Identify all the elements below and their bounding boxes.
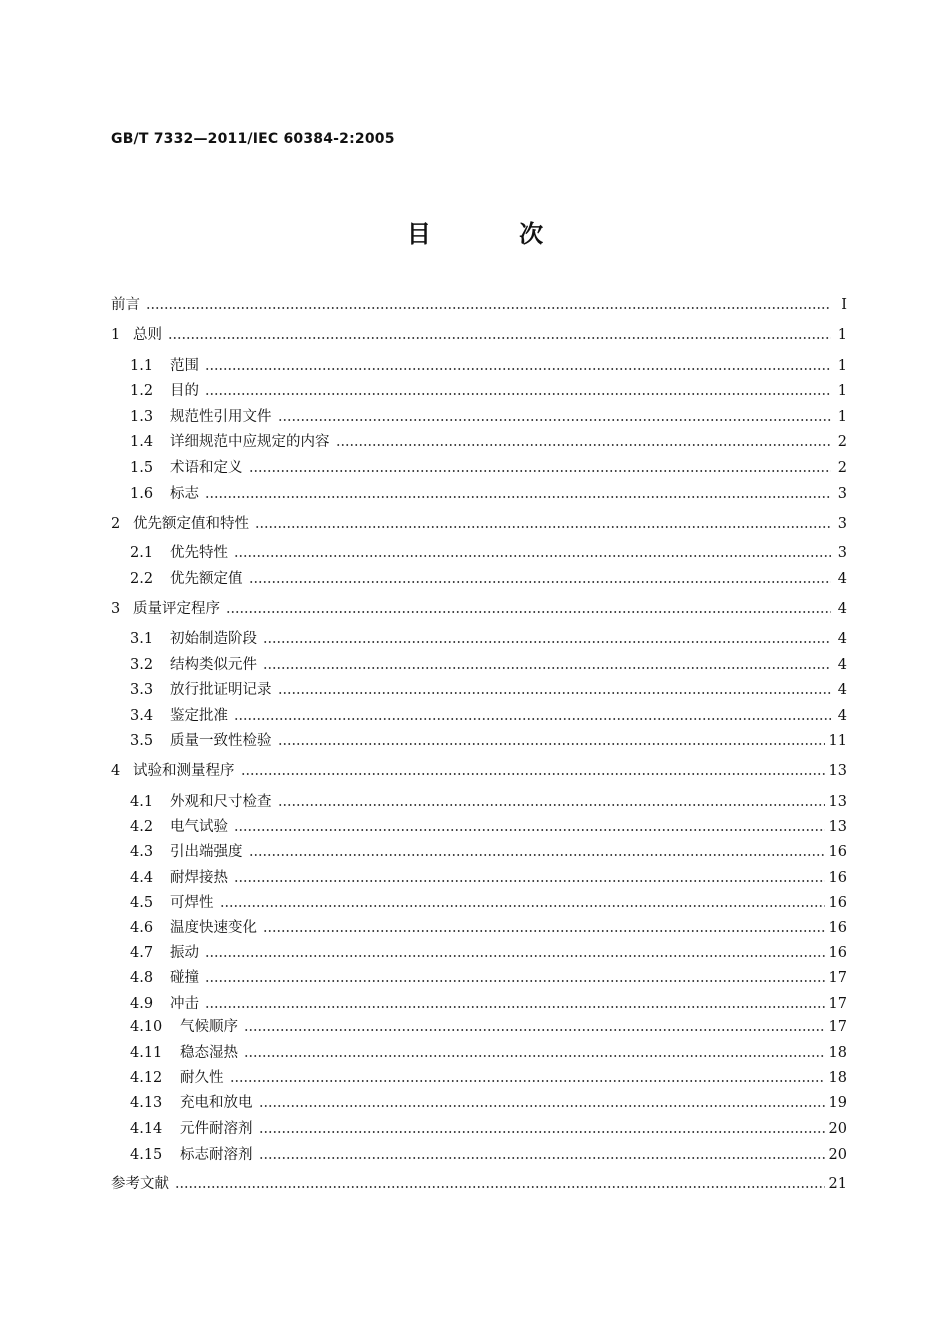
- toc-entry-label: 碰撞: [170, 970, 199, 986]
- toc-entry-number: 1.5: [130, 460, 154, 476]
- dot-leader: [249, 469, 832, 473]
- toc-entry-number: 2.2: [130, 571, 154, 587]
- toc-entry-label: 试验和测量程序: [133, 763, 235, 779]
- dot-leader: [230, 1079, 825, 1083]
- toc-entry-page-number: 4: [837, 571, 847, 587]
- toc-entry[interactable]: [111, 380, 847, 402]
- toc-entry-number: 4.9: [130, 996, 154, 1012]
- toc-entry-page-number: 4: [837, 708, 847, 724]
- dot-leader: [205, 954, 825, 958]
- dot-leader: [234, 828, 825, 832]
- toc-entry[interactable]: [111, 542, 847, 564]
- toc-entry-number: 1.3: [130, 409, 154, 425]
- toc-entry-number: 4.2: [130, 819, 154, 835]
- toc-entry-number: 1.2: [130, 383, 154, 399]
- toc-entry-page-number: 20: [828, 1121, 847, 1137]
- dot-leader: [234, 554, 831, 558]
- toc-entry-page-number: 19: [828, 1095, 847, 1111]
- toc-entry-page-number: 3: [837, 486, 847, 502]
- toc-entry[interactable]: [111, 1067, 847, 1089]
- toc-entry[interactable]: [111, 483, 847, 505]
- toc-entry-label: 标志: [170, 486, 199, 502]
- dot-leader: [263, 666, 831, 670]
- toc-entry-number: 3.1: [130, 631, 154, 647]
- toc-entry-page-number: 18: [828, 1070, 847, 1086]
- toc-entry[interactable]: [111, 791, 847, 813]
- toc-entry-label: 引出端强度: [170, 844, 243, 860]
- dot-leader: [205, 367, 831, 371]
- toc-entry[interactable]: [111, 1118, 847, 1140]
- toc-entry-number: 3.5: [130, 733, 154, 749]
- toc-entry-label: 初始制造阶段: [170, 631, 257, 647]
- toc-entry-page-number: 1: [837, 327, 847, 343]
- toc-entry-label: 放行批证明记录: [170, 682, 272, 698]
- toc-entry-page-number: 16: [828, 945, 847, 961]
- toc-entry-label: 稳态湿热: [180, 1045, 238, 1061]
- toc-entry-number: 4.3: [130, 844, 154, 860]
- toc-entry[interactable]: [111, 841, 847, 863]
- toc-entry-number: 1.1: [130, 358, 154, 374]
- dot-leader: [249, 853, 825, 857]
- toc-entry-label: 温度快速变化: [170, 920, 257, 936]
- dot-leader: [278, 691, 832, 695]
- toc-entry[interactable]: [111, 513, 847, 535]
- toc-entry-page-number: 4: [837, 657, 847, 673]
- dot-leader: [175, 1185, 825, 1189]
- toc-entry-number: 4.11: [130, 1045, 163, 1061]
- toc-entry-number: 4.13: [130, 1095, 163, 1111]
- toc-entry[interactable]: [111, 1144, 847, 1166]
- dot-leader: [234, 879, 825, 883]
- toc-entry-page-number: 16: [828, 870, 847, 886]
- toc-entry-label: 耐焊接热: [170, 870, 228, 886]
- toc-entry-page-number: 16: [828, 920, 847, 936]
- toc-entry-number: 2: [111, 516, 121, 532]
- toc-entry[interactable]: [111, 892, 847, 914]
- toc-entry[interactable]: [111, 1173, 847, 1195]
- dot-leader: [205, 979, 825, 983]
- toc-entry-page-number: 2: [837, 434, 847, 450]
- toc-entry-label: 优先特性: [170, 545, 228, 561]
- toc-entry-number: 4.4: [130, 870, 154, 886]
- toc-entry-label: 元件耐溶剂: [180, 1121, 253, 1137]
- dot-leader: [263, 640, 831, 644]
- toc-entry-page-number: 13: [828, 763, 847, 779]
- toc-entry-label: 可焊性: [170, 895, 214, 911]
- toc-entry[interactable]: [111, 917, 847, 939]
- toc-entry[interactable]: [111, 324, 847, 346]
- toc-entry-label: 详细规范中应规定的内容: [170, 434, 330, 450]
- toc-entry[interactable]: [111, 406, 847, 428]
- toc-entry[interactable]: [111, 867, 847, 889]
- dot-leader: [244, 1054, 825, 1058]
- toc-entry-page-number: 18: [828, 1045, 847, 1061]
- toc-entry-number: 4.8: [130, 970, 154, 986]
- dot-leader: [244, 1028, 825, 1032]
- toc-entry-label: 规范性引用文件: [170, 409, 272, 425]
- page-title: 目 次: [406, 220, 584, 248]
- toc-entry-page-number: Ⅰ: [841, 297, 847, 313]
- toc-entry-label: 术语和定义: [170, 460, 243, 476]
- toc-entry-number: 4.15: [130, 1147, 163, 1163]
- toc-entry[interactable]: [111, 942, 847, 964]
- toc-entry[interactable]: [111, 568, 847, 590]
- toc-entry-page-number: 1: [837, 358, 847, 374]
- toc-entry-page-number: 17: [828, 996, 847, 1012]
- toc-entry[interactable]: [111, 1042, 847, 1064]
- toc-entry-number: 3.2: [130, 657, 154, 673]
- toc-entry[interactable]: [111, 355, 847, 377]
- toc-entry-page-number: 17: [828, 970, 847, 986]
- toc-entry[interactable]: [111, 598, 847, 620]
- dot-leader: [255, 525, 831, 529]
- toc-entry-page-number: 13: [828, 794, 847, 810]
- dot-leader: [259, 1156, 825, 1160]
- toc-entry-number: 4.6: [130, 920, 154, 936]
- toc-entry-label: 耐久性: [180, 1070, 224, 1086]
- dot-leader: [278, 803, 825, 807]
- toc-entry-number: 4.7: [130, 945, 154, 961]
- dot-leader: [249, 580, 832, 584]
- toc-entry-label: 振动: [170, 945, 199, 961]
- dot-leader: [278, 742, 825, 746]
- toc-entry-label: 标志耐溶剂: [180, 1147, 253, 1163]
- dot-leader: [336, 443, 832, 447]
- toc-entry-number: 3: [111, 601, 121, 617]
- toc-entry-label: 质量评定程序: [133, 601, 220, 617]
- toc-entry-label: 参考文献: [111, 1176, 169, 1192]
- dot-leader: [146, 306, 831, 310]
- dot-leader: [263, 929, 825, 933]
- toc-entry[interactable]: [111, 967, 847, 989]
- toc-entry-page-number: 16: [828, 895, 847, 911]
- toc-entry-page-number: 20: [828, 1147, 847, 1163]
- toc-entry-page-number: 13: [828, 819, 847, 835]
- toc-entry[interactable]: [111, 705, 847, 727]
- toc-entry-label: 鉴定批准: [170, 708, 228, 724]
- toc-entry-label: 目的: [170, 383, 199, 399]
- toc-entry-page-number: 4: [837, 601, 847, 617]
- toc-entry-number: 4.10: [130, 1019, 163, 1035]
- toc-entry[interactable]: [111, 1092, 847, 1114]
- toc-entry-number: 4.14: [130, 1121, 163, 1137]
- toc-entry-page-number: 21: [828, 1176, 847, 1192]
- dot-leader: [205, 495, 831, 499]
- toc-entry[interactable]: [111, 457, 847, 479]
- toc-entry-number: 1.6: [130, 486, 154, 502]
- toc-entry-label: 前言: [111, 297, 140, 313]
- toc-entry-label: 电气试验: [170, 819, 228, 835]
- toc-entry[interactable]: [111, 993, 847, 1015]
- toc-entry-page-number: 4: [837, 682, 847, 698]
- toc-entry-number: 2.1: [130, 545, 154, 561]
- toc-entry-number: 4.12: [130, 1070, 163, 1086]
- toc-entry-label: 优先额定值: [170, 571, 243, 587]
- toc-entry-page-number: 3: [837, 516, 847, 532]
- toc-entry-label: 质量一致性检验: [170, 733, 272, 749]
- toc-entry[interactable]: [111, 679, 847, 701]
- toc-entry-number: 4: [111, 763, 121, 779]
- toc-entry-page-number: 16: [828, 844, 847, 860]
- toc-entry-page-number: 1: [837, 409, 847, 425]
- toc-entry-number: 4.1: [130, 794, 154, 810]
- dot-leader: [278, 418, 832, 422]
- toc-entry-page-number: 17: [828, 1019, 847, 1035]
- toc-entry-page-number: 3: [837, 545, 847, 561]
- toc-entry[interactable]: [111, 654, 847, 676]
- dot-leader: [205, 1005, 825, 1009]
- dot-leader: [259, 1130, 825, 1134]
- toc-entry[interactable]: [111, 294, 847, 316]
- toc-entry-number: 4.5: [130, 895, 154, 911]
- toc-entry-page-number: 2: [837, 460, 847, 476]
- dot-leader: [259, 1104, 825, 1108]
- toc-entry[interactable]: [111, 1016, 847, 1038]
- toc-entry[interactable]: [111, 760, 847, 782]
- toc-entry-page-number: 1: [837, 383, 847, 399]
- dot-leader: [220, 904, 825, 908]
- toc-entry[interactable]: [111, 431, 847, 453]
- toc-entry-label: 总则: [133, 327, 162, 343]
- toc-entry-label: 优先额定值和特性: [133, 516, 249, 532]
- dot-leader: [168, 336, 831, 340]
- toc-entry[interactable]: [111, 628, 847, 650]
- toc-entry[interactable]: [111, 730, 847, 752]
- toc-entry-page-number: 11: [828, 733, 847, 749]
- toc-entry-number: 1.4: [130, 434, 154, 450]
- toc-entry-label: 结构类似元件: [170, 657, 257, 673]
- dot-leader: [234, 717, 831, 721]
- toc-entry-label: 气候顺序: [180, 1019, 238, 1035]
- toc-entry[interactable]: [111, 816, 847, 838]
- toc-entry-page-number: 4: [837, 631, 847, 647]
- toc-entry-label: 冲击: [170, 996, 199, 1012]
- toc-entry-label: 充电和放电: [180, 1095, 253, 1111]
- toc-entry-number: 3.4: [130, 708, 154, 724]
- toc-entry-label: 外观和尺寸检查: [170, 794, 272, 810]
- dot-leader: [226, 610, 831, 614]
- standard-code-header: GB/T 7332—2011/IEC 60384-2:2005: [111, 131, 395, 147]
- toc-entry-number: 3.3: [130, 682, 154, 698]
- dot-leader: [241, 772, 825, 776]
- dot-leader: [205, 392, 831, 396]
- toc-entry-number: 1: [111, 327, 121, 343]
- toc-entry-label: 范围: [170, 358, 199, 374]
